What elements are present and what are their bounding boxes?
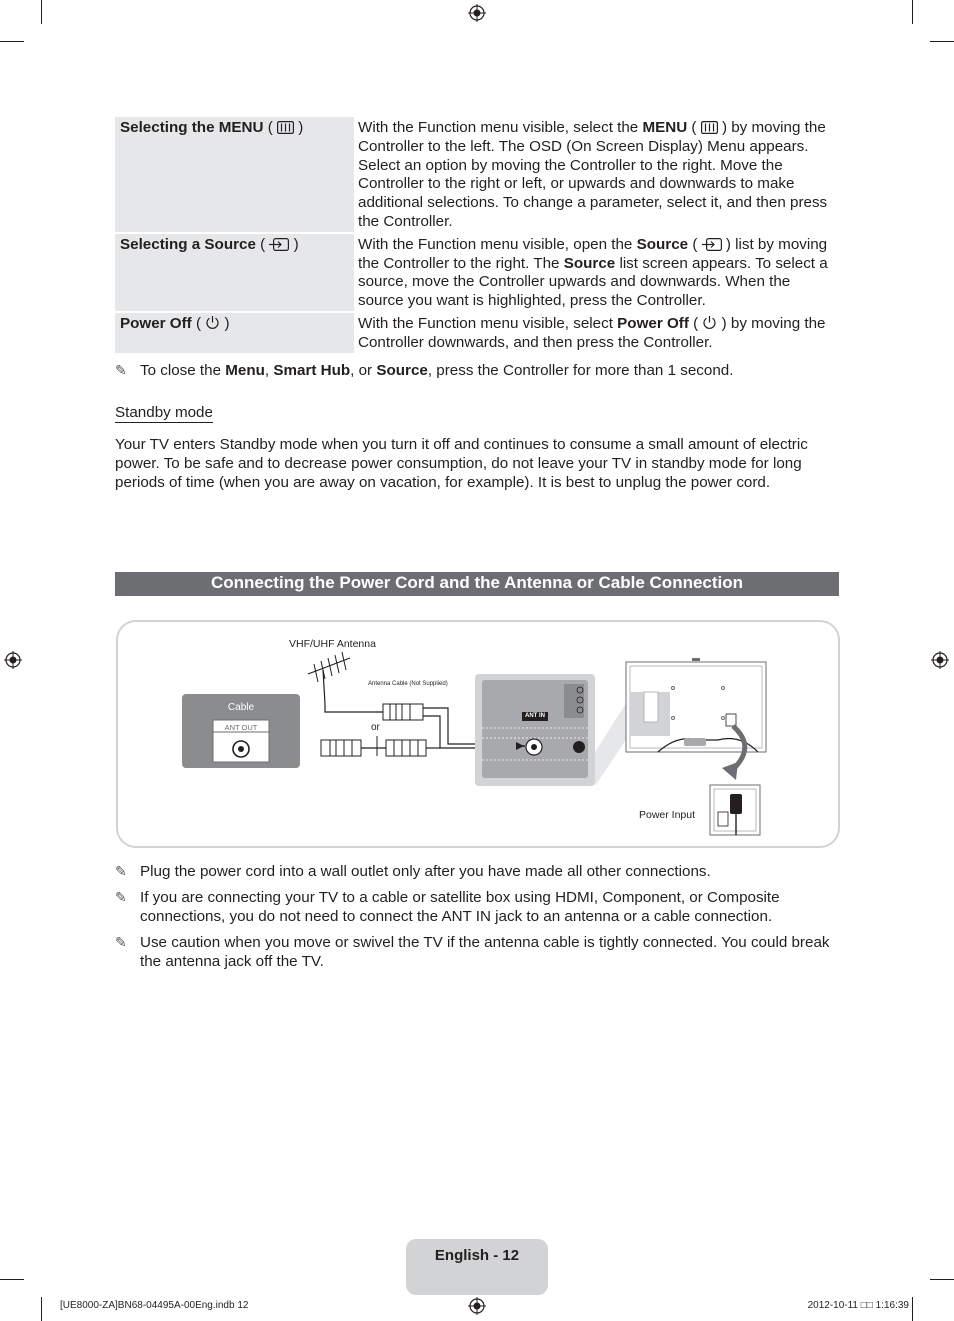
- bold-term: Source: [636, 235, 689, 253]
- function-description: With the Function menu visible, open the Source ( ) list by moving the Controller to the right. The Source list screen appears. To select a source, move the Controller upwards and downwards. When the source you want is highlighted, press the Controller.: [358, 235, 828, 310]
- antenna-icon: [308, 652, 350, 704]
- function-description: With the Function menu visible, select the MENU ( ) by moving the Controller to the left. The OSD (On Screen Display) Menu appears. Select an option by moving the Controller to the right. Move the Controller to the right or left, or upwards and downwards to make additional selections. To change a parameter, select it, and then press the Controller.: [358, 119, 828, 230]
- bold-term: MENU: [642, 119, 688, 136]
- close-note-text: To close the Menu, Smart Hub, or Source, press the Controller for more than 1 second.: [140, 362, 734, 379]
- function-row: [115, 234, 839, 313]
- page-number-tab: [406, 1239, 548, 1295]
- connection-diagram: [116, 620, 840, 848]
- crop-mark: [912, 0, 913, 24]
- registration-mark-icon: [931, 651, 949, 669]
- bold-term: Source: [376, 362, 428, 379]
- source-icon: [269, 238, 289, 251]
- menu-icon: [277, 121, 294, 134]
- cable-connector-icon: [386, 740, 426, 756]
- crop-mark: [0, 41, 24, 42]
- crop-mark: [0, 1279, 24, 1280]
- note-text: Plug the power cord into a wall outlet only after you have made all other connections.: [140, 863, 711, 880]
- note-power-cord: [115, 862, 835, 881]
- function-label-text: Selecting a Source: [120, 235, 256, 253]
- note-pencil-icon: ✎: [115, 934, 127, 950]
- function-label: Selecting a Source ( ): [115, 234, 358, 313]
- function-label: Power Off ( ): [115, 313, 358, 355]
- function-description: With the Function menu visible, select Power Off ( ) by moving the Controller downwards, and then press the Controller.: [358, 314, 826, 351]
- crop-mark: [930, 1279, 954, 1280]
- connection-diagram-svg: [118, 622, 838, 846]
- note-caution: [115, 933, 835, 971]
- bold-term: Smart Hub: [273, 362, 351, 379]
- power-input-label: Power Input: [639, 809, 696, 821]
- ant-in-label: ANT IN: [525, 713, 545, 719]
- page-number: English - 12: [434, 1247, 520, 1264]
- bold-term: Power Off: [617, 314, 689, 332]
- registration-mark-icon: [4, 651, 22, 669]
- cable-box-label: Cable: [227, 702, 255, 713]
- crop-mark: [912, 1297, 913, 1321]
- note-pencil-icon: ✎: [115, 863, 127, 879]
- slug-right: 2012-10-11 □□ 1:16:39: [807, 1300, 909, 1311]
- note-text: If you are connecting your TV to a cable or satellite box using HDMI, Component, or Composite connections, you do not need to connect the ANT IN jack to an antenna or a cable connection.: [140, 889, 780, 925]
- menu-icon: [701, 121, 718, 134]
- crop-mark: [41, 0, 42, 24]
- cable-connector-icon: [321, 740, 361, 756]
- antenna-label: VHF/UHF Antenna: [289, 638, 376, 650]
- ant-out-label: ANT OUT: [224, 723, 258, 732]
- standby-paragraph: Your TV enters Standby mode when you turn it off and continues to consume a small amount of electric power. To be safe and to decrease power consumption, do not leave your TV in standby mode for long periods of time (when you are away on vacation, for example). It is best to unplug the power cord.: [115, 436, 808, 491]
- registration-mark-icon: [468, 4, 486, 22]
- function-row: [115, 313, 839, 355]
- power-icon: [702, 315, 717, 330]
- or-label: or: [371, 722, 380, 733]
- cable-connector-icon: [383, 704, 423, 720]
- standby-heading: Standby mode: [115, 404, 213, 421]
- note-pencil-icon: ✎: [115, 362, 127, 378]
- antenna-cable-label: Antenna Cable (Not Supplied): [368, 681, 448, 687]
- bold-term: Source: [563, 254, 616, 272]
- function-label: Selecting the MENU ( ): [115, 117, 358, 234]
- function-table: [115, 117, 839, 355]
- slug-left: [UE8000-ZA]BN68-04495A-00Eng.indb 12: [60, 1300, 249, 1311]
- bold-term: Menu: [225, 362, 265, 379]
- note-pencil-icon: ✎: [115, 889, 127, 905]
- power-icon: [205, 315, 220, 330]
- function-row: [115, 117, 839, 234]
- source-icon: [702, 238, 722, 251]
- crop-mark: [930, 41, 954, 42]
- section-title: Connecting the Power Cord and the Antenna or Cable Connection: [115, 572, 839, 596]
- crop-mark: [41, 1297, 42, 1321]
- function-label-text: Selecting the MENU: [120, 119, 264, 136]
- note-text: Use caution when you move or swivel the TV if the antenna cable is tightly connected. You could break the antenna jack off the TV.: [140, 934, 830, 970]
- registration-mark-icon: [468, 1297, 486, 1315]
- note-hdmi: [115, 888, 835, 926]
- close-note: [115, 361, 835, 380]
- function-label-text: Power Off: [120, 314, 192, 332]
